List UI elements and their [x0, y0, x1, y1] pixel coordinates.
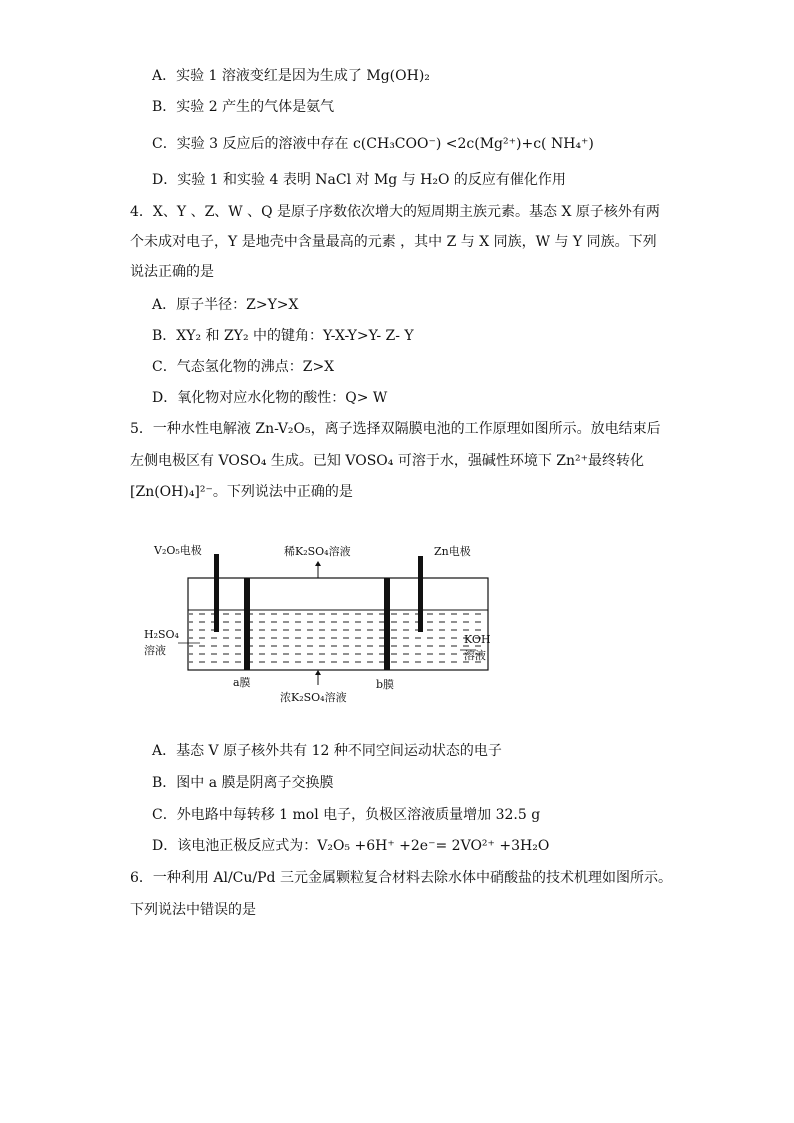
q5-option-d: D．该电池正极反应式为：V₂O₅ +6H⁺ +2e⁻= 2VO²⁺ +3H₂O [152, 838, 550, 854]
q4-option-b: B．XY₂ 和 ZY₂ 中的键角：Y-X-Y>Y- Z- Y [152, 328, 414, 344]
q6-stem-line1: 6．一种利用 Al/Cu/Pd 三元金属颗粒复合材料去除水体中硝酸盐的技术机理如图所示。 [130, 870, 672, 886]
q4-option-c: C．气态氢化物的沸点：Z>X [152, 359, 335, 375]
q4-stem-line3: 说法正确的是 [130, 264, 214, 280]
q3-option-a: A．实验 1 溶液变红是因为生成了 Mg(OH)₂ [152, 68, 430, 84]
label-left-solution-1: H₂SO₄ [144, 628, 179, 641]
label-right-solution-1: KOH [464, 633, 491, 646]
q5-stem-line1: 5．一种水性电解液 Zn-V₂O₅，离子选择双隔膜电池的工作原理如图所示。放电结束后 [130, 421, 661, 437]
label-bottom-solution: 浓K₂SO₄溶液 [280, 691, 347, 704]
q3-option-c: C．实验 3 反应后的溶液中存在 c(CH₃COO⁻) <2c(Mg²⁺)+c( NH₄⁺) [152, 136, 594, 152]
label-right-electrode: Zn电极 [434, 545, 471, 558]
membrane-a [244, 578, 250, 670]
label-left-solution-2: 溶液 [144, 644, 166, 657]
label-right-solution-2: 溶液 [464, 649, 486, 662]
label-membrane-a: a膜 [233, 676, 251, 689]
q5-stem-line3: [Zn(OH)₄]²⁻。下列说法中正确的是 [130, 484, 353, 500]
battery-diagram [138, 538, 508, 718]
q4-option-a: A．原子半径：Z>Y>X [152, 297, 299, 313]
q4-stem-line2: 个未成对电子，Y 是地壳中含量最高的元素 ，其中 Z 与 X 同族，W 与 Y 同族。下列 [130, 234, 657, 250]
q3-option-d: D．实验 1 和实验 4 表明 NaCl 对 Mg 与 H₂O 的反应有催化作用 [152, 172, 566, 188]
q5-option-b: B．图中 a 膜是阴离子交换膜 [152, 775, 334, 791]
zn-electrode [418, 556, 423, 632]
q4-option-d: D．氧化物对应水化物的酸性：Q> W [152, 390, 388, 406]
q6-stem-line2: 下列说法中错误的是 [130, 902, 256, 918]
v2o5-electrode [214, 554, 219, 632]
label-membrane-b: b膜 [376, 678, 395, 691]
q5-stem-line2: 左侧电极区有 VOSO₄ 生成。已知 VOSO₄ 可溶于水，强碱性环境下 Zn²⁺最终转化 [130, 453, 645, 469]
q3-option-b: B．实验 2 产生的气体是氨气 [152, 99, 335, 115]
q4-stem-line1: 4．X、Y 、Z、W 、Q 是原子序数依次增大的短周期主族元素。基态 X 原子核外有两 [130, 204, 660, 220]
label-left-electrode: V₂O₅电极 [154, 544, 202, 557]
electrolyte-fill [189, 610, 487, 669]
label-top-solution: 稀K₂SO₄溶液 [284, 545, 351, 558]
membrane-b [384, 578, 390, 670]
q5-option-c: C．外电路中每转移 1 mol 电子，负极区溶液质量增加 32.5 g [152, 807, 541, 823]
q5-option-a: A．基态 V 原子核外共有 12 种不同空间运动状态的电子 [152, 743, 502, 759]
